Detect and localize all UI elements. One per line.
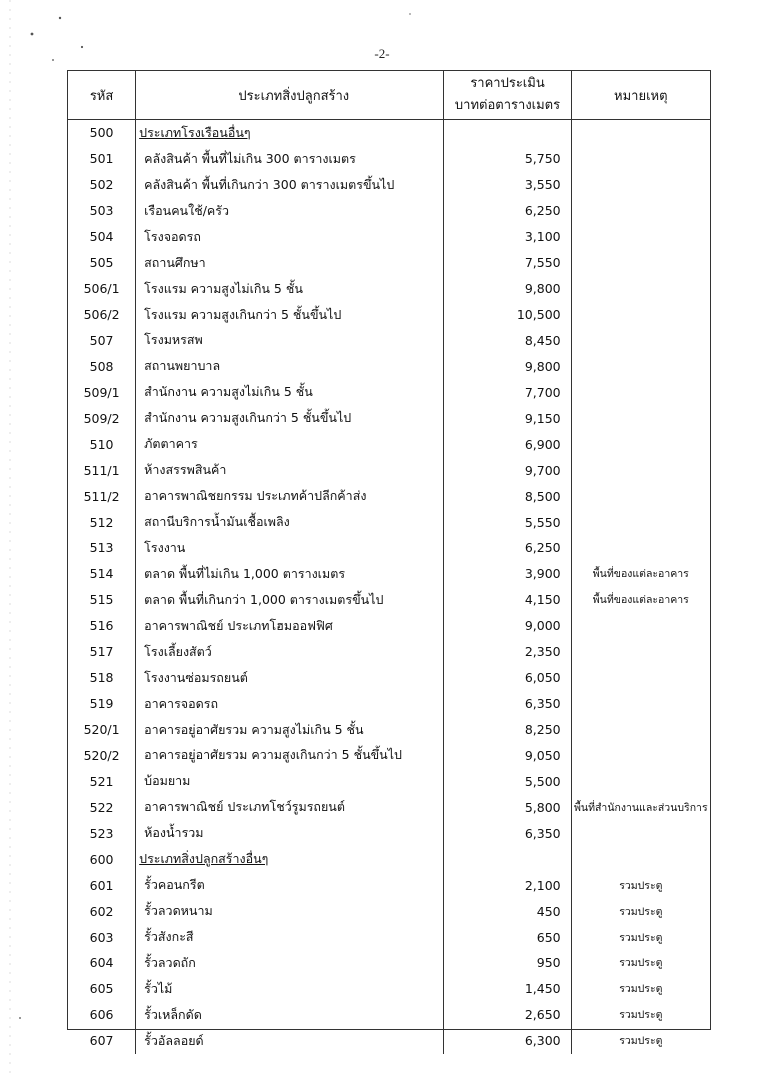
code-cell: 507 <box>68 328 136 354</box>
code-cell: 607 <box>68 1028 136 1054</box>
table-row <box>68 250 710 276</box>
code-cell: 518 <box>68 665 136 691</box>
type-cell: รั้วไม้ <box>136 976 444 1002</box>
note-cell <box>571 613 710 639</box>
price-cell: 6,250 <box>444 198 571 224</box>
type-cell: ภัตตาคาร <box>136 431 444 457</box>
table-row <box>68 198 710 224</box>
price-cell: 1,450 <box>444 976 571 1002</box>
price-cell: 5,800 <box>444 794 571 820</box>
table-row <box>68 613 710 639</box>
note-cell: รวมประตู <box>619 931 663 944</box>
type-cell: รั้วสังกะสี <box>136 924 444 950</box>
note-cell: พื้นที่ของแต่ละอาคาร <box>592 594 689 607</box>
table-row <box>68 405 710 431</box>
type-cell: ตลาด พื้นที่ไม่เกิน 1,000 ตารางเมตร <box>136 561 444 587</box>
type-cell: อาคารพาณิชยกรรม ประเภทค้าปลีกค้าส่ง <box>136 483 444 509</box>
table-row <box>68 302 710 328</box>
table-row <box>68 431 710 457</box>
price-cell: 5,550 <box>444 509 571 535</box>
note-cell <box>571 353 710 379</box>
note-cell <box>571 665 710 691</box>
type-cell: สถานศึกษา <box>136 250 444 276</box>
note-cell <box>571 846 710 872</box>
table-row <box>68 561 710 587</box>
code-cell: 502 <box>68 172 136 198</box>
code-cell: 520/1 <box>68 717 136 743</box>
price-cell: 7,550 <box>444 250 571 276</box>
type-cell: อาคารจอดรถ <box>136 691 444 717</box>
price-cell: 2,100 <box>444 872 571 898</box>
price-cell: 9,050 <box>444 743 571 769</box>
note-cell <box>571 379 710 405</box>
note-cell: พื้นที่สำนักงานและส่วนบริการ <box>574 801 708 814</box>
table-row <box>68 146 710 172</box>
code-cell: 511/1 <box>68 457 136 483</box>
type-cell: ประเภทโรงเรือนอื่นๆ <box>136 120 444 146</box>
price-cell: 8,500 <box>444 483 571 509</box>
note-cell: พื้นที่ของแต่ละอาคาร <box>592 568 689 581</box>
table-row <box>68 898 710 924</box>
code-cell: 506/2 <box>68 302 136 328</box>
code-cell: 504 <box>68 224 136 250</box>
table-row <box>68 379 710 405</box>
table-row <box>68 924 710 950</box>
type-cell: โรงเลี้ยงสัตว์ <box>136 639 444 665</box>
code-cell: 602 <box>68 898 136 924</box>
code-cell: 501 <box>68 146 136 172</box>
table-row <box>68 1028 710 1054</box>
code-cell: 508 <box>68 353 136 379</box>
type-cell: โรงมหรสพ <box>136 328 444 354</box>
table-row <box>68 872 710 898</box>
code-cell: 605 <box>68 976 136 1002</box>
note-cell <box>571 172 710 198</box>
price-cell: 6,900 <box>444 431 571 457</box>
type-cell: อาคารอยู่อาศัยรวม ความสูงเกินกว่า 5 ชั้นขึ้นไป <box>136 743 444 769</box>
type-cell: เรือนคนใช้/ครัว <box>136 198 444 224</box>
type-cell: อาคารพาณิชย์ ประเภทโฮมออฟฟิศ <box>136 613 444 639</box>
type-cell: รั้วลวดถัก <box>136 950 444 976</box>
price-cell: 4,150 <box>444 587 571 613</box>
type-cell: โรงแรม ความสูงเกินกว่า 5 ชั้นขึ้นไป <box>136 302 444 328</box>
code-cell: 522 <box>68 794 136 820</box>
price-cell: 8,450 <box>444 328 571 354</box>
code-cell: 517 <box>68 639 136 665</box>
type-cell: อาคารอยู่อาศัยรวม ความสูงไม่เกิน 5 ชั้น <box>136 717 444 743</box>
table-row <box>68 172 710 198</box>
note-cell <box>571 276 710 302</box>
note-cell <box>571 328 710 354</box>
table-row <box>68 794 710 820</box>
note-cell <box>571 768 710 794</box>
table-section-row <box>68 846 710 872</box>
code-cell: 606 <box>68 1002 136 1028</box>
type-cell: อาคารพาณิชย์ ประเภทโชว์รูมรถยนต์ <box>136 794 444 820</box>
code-cell: 520/2 <box>68 743 136 769</box>
header-type: ประเภทสิ่งปลูกสร้าง <box>136 71 444 120</box>
price-table <box>68 71 710 1054</box>
type-cell: คลังสินค้า พื้นที่เกินกว่า 300 ตารางเมตรขึ้นไป <box>136 172 444 198</box>
price-cell: 9,150 <box>444 405 571 431</box>
note-cell <box>571 535 710 561</box>
note-cell: รวมประตู <box>619 1009 663 1022</box>
type-cell: ห้างสรรพสินค้า <box>136 457 444 483</box>
code-cell: 519 <box>68 691 136 717</box>
price-cell: 3,550 <box>444 172 571 198</box>
table-row <box>68 743 710 769</box>
code-cell: 600 <box>68 846 136 872</box>
note-cell <box>571 120 710 146</box>
code-cell: 523 <box>68 820 136 846</box>
code-cell: 512 <box>68 509 136 535</box>
type-cell: รั้วเหล็กดัด <box>136 1002 444 1028</box>
price-cell: 650 <box>444 924 571 950</box>
code-cell: 505 <box>68 250 136 276</box>
note-cell <box>571 224 710 250</box>
header-price-line2: บาทต่อตารางเมตร <box>454 98 561 113</box>
table-row <box>68 509 710 535</box>
code-cell: 601 <box>68 872 136 898</box>
code-cell: 510 <box>68 431 136 457</box>
price-table-frame <box>67 70 711 1049</box>
price-cell: 6,350 <box>444 691 571 717</box>
code-cell: 509/1 <box>68 379 136 405</box>
table-header-row <box>68 71 710 120</box>
note-cell <box>571 457 710 483</box>
code-cell: 604 <box>68 950 136 976</box>
table-row <box>68 457 710 483</box>
note-cell: รวมประตู <box>619 879 663 892</box>
type-cell: รั้วคอนกรีต <box>136 872 444 898</box>
table-row <box>68 328 710 354</box>
code-cell: 521 <box>68 768 136 794</box>
type-cell: สถานีบริการน้ำมันเชื้อเพลิง <box>136 509 444 535</box>
price-cell: 3,100 <box>444 224 571 250</box>
table-row <box>68 717 710 743</box>
type-cell: รั้วอัลลอยด์ <box>136 1028 444 1054</box>
table-row <box>68 535 710 561</box>
table-row <box>68 224 710 250</box>
price-cell: 950 <box>444 950 571 976</box>
type-cell: สำนักงาน ความสูงไม่เกิน 5 ชั้น <box>136 379 444 405</box>
header-price <box>444 71 571 120</box>
header-note: หมายเหตุ <box>571 71 710 120</box>
price-cell: 2,350 <box>444 639 571 665</box>
note-cell: รวมประตู <box>619 1035 663 1048</box>
note-cell <box>571 743 710 769</box>
price-cell: 9,800 <box>444 276 571 302</box>
table-section-row <box>68 120 710 146</box>
code-cell: 509/2 <box>68 405 136 431</box>
note-cell <box>571 250 710 276</box>
type-cell: บ้อมยาม <box>136 768 444 794</box>
type-cell: โรงแรม ความสูงไม่เกิน 5 ชั้น <box>136 276 444 302</box>
note-cell <box>571 639 710 665</box>
price-cell: 6,350 <box>444 820 571 846</box>
price-cell: 6,300 <box>444 1028 571 1054</box>
price-cell: 9,800 <box>444 353 571 379</box>
type-cell: ตลาด พื้นที่เกินกว่า 1,000 ตารางเมตรขึ้นไป <box>136 587 444 613</box>
price-cell: 5,750 <box>444 146 571 172</box>
table-row <box>68 950 710 976</box>
table-row <box>68 665 710 691</box>
price-cell: 3,900 <box>444 561 571 587</box>
price-cell: 6,250 <box>444 535 571 561</box>
code-cell: 500 <box>68 120 136 146</box>
note-cell <box>571 198 710 224</box>
table-row <box>68 1002 710 1028</box>
note-cell <box>571 431 710 457</box>
price-cell: 10,500 <box>444 302 571 328</box>
price-cell: 8,250 <box>444 717 571 743</box>
table-row <box>68 691 710 717</box>
code-cell: 503 <box>68 198 136 224</box>
price-cell: 9,000 <box>444 613 571 639</box>
header-code: รหัส <box>68 71 136 120</box>
price-cell <box>444 120 571 146</box>
note-cell <box>571 717 710 743</box>
type-cell: โรงจอดรถ <box>136 224 444 250</box>
code-cell: 511/2 <box>68 483 136 509</box>
code-cell: 513 <box>68 535 136 561</box>
table-row <box>68 483 710 509</box>
price-cell: 9,700 <box>444 457 571 483</box>
note-cell <box>571 302 710 328</box>
note-cell: รวมประตู <box>619 983 663 996</box>
note-cell: รวมประตู <box>619 957 663 970</box>
type-cell: ห้องน้ำรวม <box>136 820 444 846</box>
table-row <box>68 587 710 613</box>
note-cell: รวมประตู <box>619 905 663 918</box>
price-cell: 450 <box>444 898 571 924</box>
type-cell: รั้วลวดหนาม <box>136 898 444 924</box>
table-row <box>68 976 710 1002</box>
code-cell: 603 <box>68 924 136 950</box>
price-cell: 6,050 <box>444 665 571 691</box>
note-cell <box>571 146 710 172</box>
price-cell: 5,500 <box>444 768 571 794</box>
table-row <box>68 353 710 379</box>
type-cell: โรงงาน <box>136 535 444 561</box>
type-cell: โรงงานซ่อมรถยนต์ <box>136 665 444 691</box>
note-cell <box>571 691 710 717</box>
type-cell: คลังสินค้า พื้นที่ไม่เกิน 300 ตารางเมตร <box>136 146 444 172</box>
code-cell: 516 <box>68 613 136 639</box>
table-row <box>68 768 710 794</box>
code-cell: 515 <box>68 587 136 613</box>
code-cell: 514 <box>68 561 136 587</box>
table-row <box>68 276 710 302</box>
table-row <box>68 639 710 665</box>
type-cell: สถานพยาบาล <box>136 353 444 379</box>
note-cell <box>571 405 710 431</box>
note-cell <box>571 509 710 535</box>
note-cell <box>571 483 710 509</box>
note-cell <box>571 820 710 846</box>
price-cell: 2,650 <box>444 1002 571 1028</box>
table-body <box>68 120 710 1054</box>
type-cell: ประเภทสิ่งปลูกสร้างอื่นๆ <box>136 846 444 872</box>
type-cell: สำนักงาน ความสูงเกินกว่า 5 ชั้นขึ้นไป <box>136 405 444 431</box>
table-row <box>68 820 710 846</box>
header-price-line1: ราคาประเมิน <box>470 76 545 91</box>
price-cell <box>444 846 571 872</box>
code-cell: 506/1 <box>68 276 136 302</box>
page-number: -2- <box>374 46 390 61</box>
price-cell: 7,700 <box>444 379 571 405</box>
